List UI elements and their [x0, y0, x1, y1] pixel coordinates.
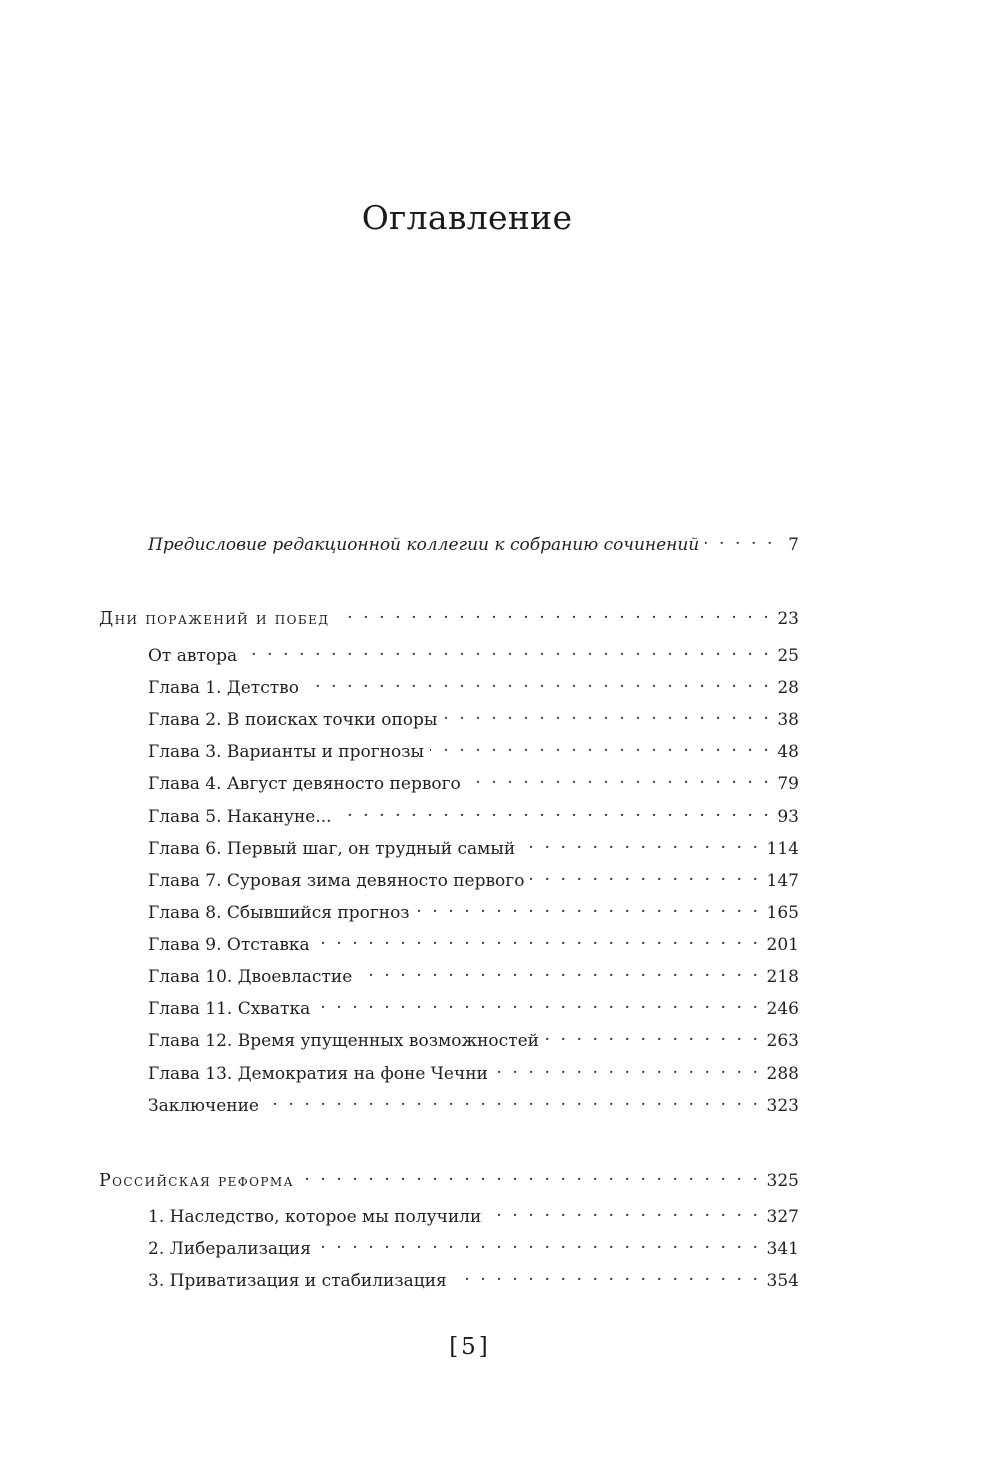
toc-entry-preface[interactable]	[148, 528, 799, 555]
toc-entry-page: 93	[777, 807, 799, 827]
toc-entry-label: 2. Либерализация	[148, 1238, 317, 1260]
toc-entry-page: 147	[766, 871, 799, 891]
toc-entry-label: Глава 11. Схватка	[148, 998, 316, 1020]
toc-part-page: 325	[766, 1171, 799, 1191]
toc-entry-page: 341	[766, 1239, 799, 1259]
toc-entry-page: 218	[766, 967, 799, 987]
dot-leader	[705, 528, 775, 550]
dot-leader	[430, 735, 771, 757]
toc-entry[interactable]	[148, 735, 799, 762]
dot-leader	[467, 767, 772, 789]
toc-entry-page: 165	[766, 903, 799, 923]
toc-entry[interactable]	[148, 767, 799, 794]
toc-entry[interactable]	[148, 864, 799, 891]
dot-leader	[338, 800, 772, 822]
dot-leader	[316, 928, 761, 950]
toc-entry-page: 114	[766, 839, 799, 859]
toc-entry[interactable]	[148, 896, 799, 923]
toc-entry[interactable]	[148, 1264, 799, 1291]
toc-entry[interactable]	[148, 1232, 799, 1259]
dot-leader	[494, 1057, 761, 1079]
toc-part-1[interactable]	[99, 602, 799, 629]
toc-entry-label: Глава 5. Накануне...	[148, 806, 338, 828]
toc-entry-label: Глава 12. Время упущенных возможностей	[148, 1030, 545, 1052]
toc-entry-label: Глава 10. Двоевластие	[148, 966, 358, 988]
toc-entry-page: 79	[777, 774, 799, 794]
toc-entry[interactable]	[148, 1089, 799, 1116]
dot-leader	[521, 832, 760, 854]
toc-entry-page: 263	[766, 1031, 799, 1051]
toc-part-2[interactable]	[99, 1164, 799, 1191]
dot-leader	[453, 1264, 761, 1286]
toc-part-label: Российская реформа	[99, 1170, 300, 1192]
toc-entry-label: Глава 6. Первый шаг, он трудный самый	[148, 838, 521, 860]
toc-entry[interactable]	[148, 960, 799, 987]
toc-entry-label: Глава 9. Отставка	[148, 934, 316, 956]
toc-entry[interactable]	[148, 928, 799, 955]
toc-entry-label: Заключение	[148, 1095, 265, 1117]
toc-entry[interactable]	[148, 1024, 799, 1051]
toc-part-page: 23	[777, 609, 799, 629]
toc-entry[interactable]	[148, 639, 799, 666]
toc-entry-label: Глава 7. Суровая зима девяносто первого	[148, 870, 530, 892]
dot-leader	[317, 1232, 761, 1254]
toc-entry-page: 38	[777, 710, 799, 730]
dot-leader	[316, 992, 760, 1014]
toc-entry-label: Глава 3. Варианты и прогнозы	[148, 741, 430, 763]
toc-entry-page: 201	[766, 935, 799, 955]
toc-entry-label: Глава 4. Август девяносто первого	[148, 773, 467, 795]
dot-leader	[416, 896, 761, 918]
toc-entry-page: 354	[766, 1271, 799, 1291]
toc-entry[interactable]	[148, 1200, 799, 1227]
toc-entry[interactable]	[148, 800, 799, 827]
toc-entry-page: 327	[766, 1207, 799, 1227]
toc-entry-label: Глава 2. В поисках точки опоры	[148, 709, 443, 731]
dot-leader	[305, 671, 771, 693]
toc-part-label: Дни поражений и побед	[99, 608, 335, 630]
page-number: [5]	[449, 1334, 491, 1360]
toc-entry-page: 288	[766, 1064, 799, 1084]
toc-entry[interactable]	[148, 703, 799, 730]
toc-entry-page: 48	[777, 742, 799, 762]
dot-leader	[545, 1024, 761, 1046]
toc-entry[interactable]	[148, 992, 799, 1019]
page-title: Оглавление	[361, 198, 573, 237]
toc-entry-label: Глава 13. Демократия на фоне Чечни	[148, 1063, 494, 1085]
dot-leader	[243, 639, 771, 661]
dot-leader	[300, 1164, 761, 1186]
toc-entry-label: 3. Приватизация и стабилизация	[148, 1270, 453, 1292]
toc-entry-page: 7	[788, 535, 799, 555]
dot-leader	[335, 602, 771, 624]
toc-entry[interactable]	[148, 1057, 799, 1084]
toc-entry-page: 323	[766, 1096, 799, 1116]
toc-entry-label: 1. Наследство, которое мы получили	[148, 1206, 487, 1228]
toc-entry[interactable]	[148, 832, 799, 859]
toc-entry-page: 25	[777, 646, 799, 666]
toc-entry-label: От автора	[148, 645, 243, 667]
toc-entry-label: Глава 8. Сбывшийся прогноз	[148, 902, 416, 924]
toc-entry[interactable]	[148, 671, 799, 698]
dot-leader	[265, 1089, 761, 1111]
toc-entry-page: 246	[766, 999, 799, 1019]
toc-entry-label: Глава 1. Детство	[148, 677, 305, 699]
dot-leader	[487, 1200, 760, 1222]
toc-entry-page: 28	[777, 678, 799, 698]
toc-entry-label: Предисловие редакционной коллегии к собранию сочинений	[148, 534, 705, 556]
dot-leader	[530, 864, 760, 886]
dot-leader	[443, 703, 771, 725]
dot-leader	[358, 960, 760, 982]
